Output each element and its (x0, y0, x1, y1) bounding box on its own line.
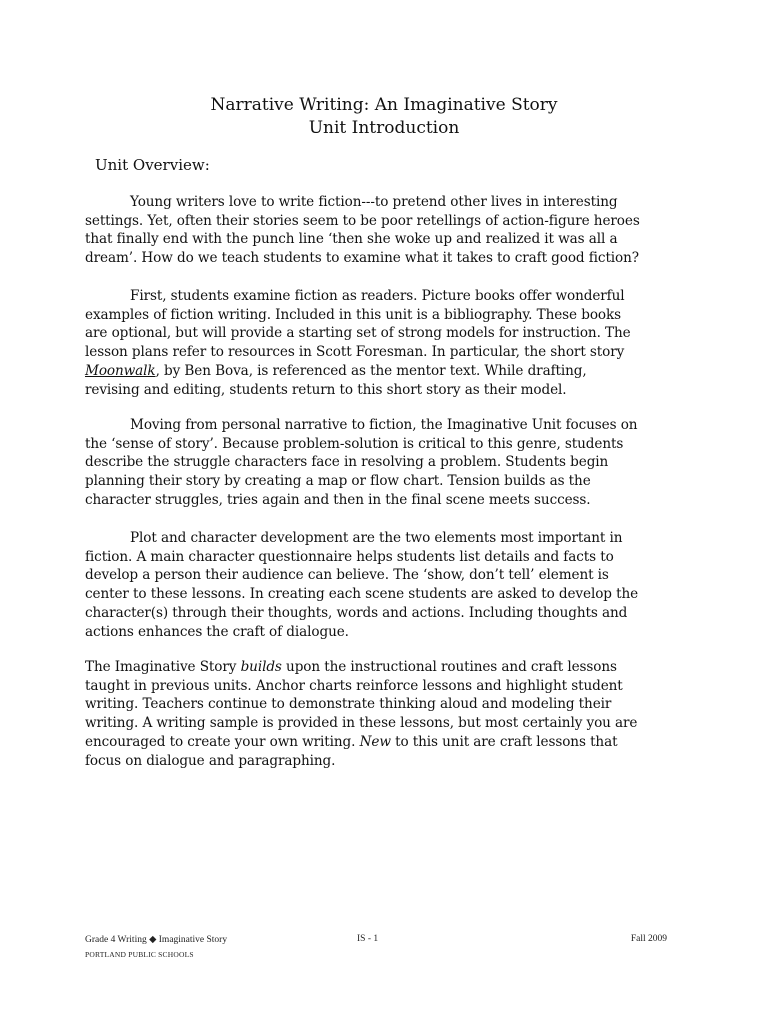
paragraph-line: revising and editing, students return to this short story as their model. (85, 381, 567, 398)
mentor-text-title: Moonwalk (85, 362, 156, 379)
paragraph-line-rest: , by Ben Bova, is referenced as the mentor text. While drafting, (155, 362, 587, 379)
footer-organization: PORTLAND PUBLIC SCHOOLS (85, 950, 194, 959)
paragraph-line: focus on dialogue and paragraphing. (85, 752, 336, 769)
paragraph-line: examples of fiction writing. Included in this unit is a bibliography. These books (85, 306, 621, 323)
paragraph-line: develop a person their audience can believe. The ‘show, don’t tell’ element is (85, 567, 609, 584)
paragraph-line: lesson plans refer to resources in Scott Foresman. In particular, the short story (85, 344, 625, 361)
document-title: Narrative Writing: An Imaginative Story (210, 95, 558, 115)
footer-date: Fall 2009 (630, 934, 667, 944)
paragraph-line: planning their story by creating a map or flow chart. Tension builds as the (85, 473, 591, 490)
paragraph-line: character(s) through their thoughts, words and actions. Including thoughts and (85, 604, 628, 621)
paragraph-text: upon the instructional routines and craft lessons (281, 659, 617, 675)
paragraph-line: dream’. How do we teach students to examine what it takes to craft good fiction? (85, 250, 639, 267)
paragraph-5 (85, 658, 685, 770)
paragraph-line (85, 733, 685, 752)
footer-course: Grade 4 Writing ◆ Imaginative Story (85, 935, 228, 945)
paragraph-line: taught in previous units. Anchor charts reinforce lessons and highlight student (85, 677, 623, 694)
paragraph-line: fiction. A main character questionnaire helps students list details and facts to (85, 548, 614, 565)
paragraph-line: writing. Teachers continue to demonstrate thinking aloud and modeling their (85, 696, 612, 713)
document-subtitle: Unit Introduction (308, 118, 460, 138)
paragraph-line: the ‘sense of story’. Because problem-solution is critical to this genre, students (85, 435, 624, 452)
emphasis-text: New (359, 733, 391, 750)
paragraph-line (85, 362, 685, 381)
paragraph-line: Plot and character development are the two elements most important in (130, 530, 623, 546)
paragraph-line: actions enhances the craft of dialogue. (85, 623, 349, 640)
paragraph-line (85, 658, 685, 677)
section-heading: Unit Overview: (95, 156, 210, 174)
paragraph-text: The Imaginative Story (85, 659, 241, 675)
paragraph-line: settings. Yet, often their stories seem to be poor retellings of action-figure heroes (85, 212, 640, 229)
paragraph-line: Moving from personal narrative to fiction, the Imaginative Unit focuses on (130, 417, 638, 433)
footer-page-number: IS - 1 (357, 934, 379, 944)
paragraph-2 (85, 287, 685, 399)
paragraph-line: First, students examine fiction as readers. Picture books offer wonderful (130, 288, 625, 304)
paragraph-line: writing. A writing sample is provided in these lessons, but most certainly you are (85, 715, 638, 732)
paragraph-3 (85, 416, 685, 510)
paragraph-line: are optional, but will provide a starting set of strong models for instruction. The (85, 325, 631, 342)
paragraph-line: center to these lessons. In creating each scene students are asked to develop the (85, 586, 639, 603)
paragraph-line: Young writers love to write fiction---to pretend other lives in interesting (130, 194, 618, 210)
paragraph-4 (85, 529, 685, 641)
paragraph-line: character struggles, tries again and then in the final scene meets success. (85, 491, 591, 508)
emphasis-text: builds (240, 659, 282, 675)
paragraph-line: describe the struggle characters face in resolving a problem. Students begin (85, 454, 609, 471)
paragraph-text: encouraged to create your own writing. (85, 733, 360, 750)
paragraph-1 (85, 193, 685, 268)
paragraph-text: to this unit are craft lessons that (390, 733, 618, 750)
paragraph-line: that finally end with the punch line ‘then she woke up and realized it was all a (85, 231, 618, 248)
